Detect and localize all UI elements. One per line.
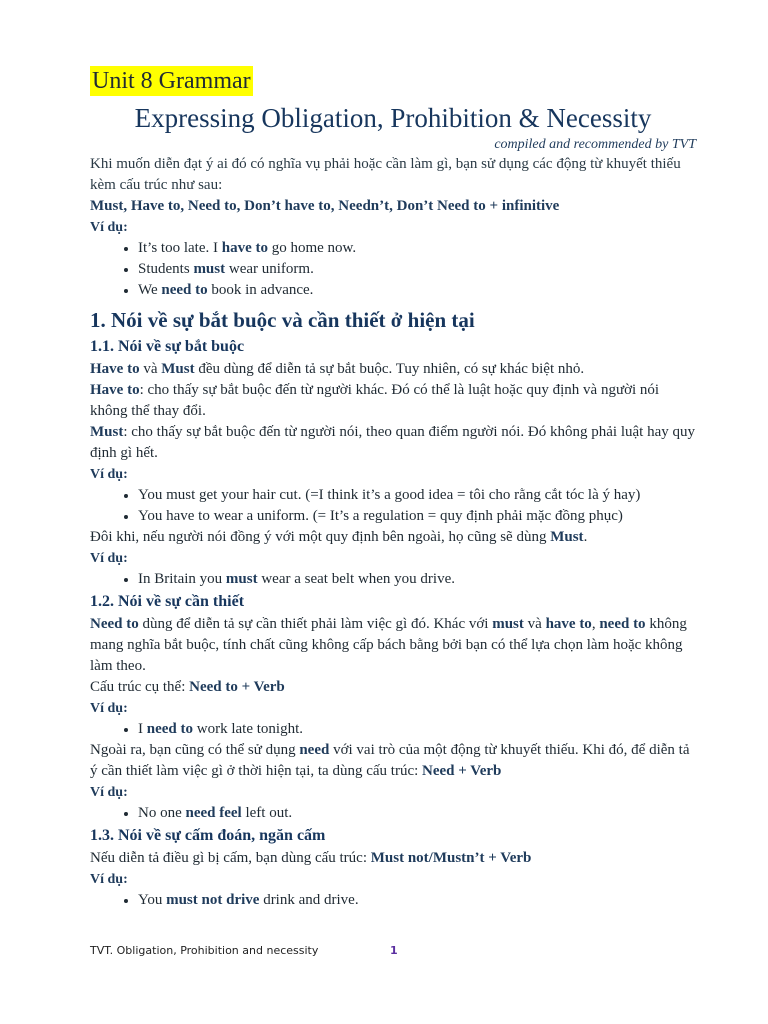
intro-text: Khi muốn diễn đạt ý ai đó có nghĩa vụ phải hoặc cần làm gì, bạn sử dụng các động từ khuyết thiếu kèm cấu trúc như sau:: [90, 156, 681, 193]
example-list: [90, 719, 696, 740]
example-label: Ví dụ:: [90, 701, 128, 716]
list-item: • No one need feel left out.: [138, 803, 696, 824]
document-title: Expressing Obligation, Prohibition & Necessity: [134, 103, 652, 133]
compiled-by: compiled and recommended by TVT: [494, 137, 696, 152]
paragraph: Nếu diễn tả điều gì bị cấm, bạn dùng cấu trúc: Must not/Mustn’t + Verb: [90, 850, 532, 866]
list-item: • You must not drive drink and drive.: [138, 890, 696, 911]
paragraph: Ngoài ra, bạn cũng có thể sử dụng need với vai trò của một động từ khuyết thiếu. Khi đó, để diễn tả ý cần thiết làm việc gì ở thời hiện tại, ta dùng cấu trúc: Need + Verb: [90, 742, 690, 779]
example-label: Ví dụ:: [90, 785, 128, 800]
footer-text: TVT. Obligation, Prohibition and necessity: [90, 944, 319, 957]
unit-heading: Unit 8 Grammar: [92, 68, 251, 94]
section-1-heading: 1. Nói về sự bắt buộc và cần thiết ở hiện tại: [90, 308, 475, 332]
document-page: [90, 66, 696, 911]
example-label: Ví dụ:: [90, 551, 128, 566]
list-item: • We need to book in advance.: [138, 280, 696, 301]
paragraph: Must: cho thấy sự bắt buộc đến từ người nói, theo quan điểm người nói. Đó không phải luật hay quy định gì hết.: [90, 424, 695, 461]
list-item: • In Britain you must wear a seat belt when you drive.: [138, 569, 696, 590]
list-item: • It’s too late. I have to go home now.: [138, 238, 696, 259]
intro-examples: [90, 238, 696, 301]
page-number: 1: [390, 944, 398, 957]
section-1-1-heading: 1.1. Nói về sự bắt buộc: [90, 338, 245, 355]
paragraph: Cấu trúc cụ thể: Need to + Verb: [90, 679, 285, 695]
paragraph: Have to và Must đều dùng để diễn tả sự bắt buộc. Tuy nhiên, có sự khác biệt nhỏ.: [90, 361, 585, 377]
paragraph: Đôi khi, nếu người nói đồng ý với một quy định bên ngoài, họ cũng sẽ dùng Must.: [90, 529, 588, 545]
example-list: [90, 569, 696, 590]
example-label: Ví dụ:: [90, 872, 128, 887]
list-item: • You have to wear a uniform. (= It’s a regulation = quy định phải mặc đồng phục): [138, 506, 696, 527]
page-footer: [90, 944, 696, 957]
example-list: [90, 890, 696, 911]
paragraph: Have to: cho thấy sự bắt buộc đến từ người khác. Đó có thể là luật hoặc quy định và người nói không thể thay đổi.: [90, 382, 660, 419]
list-item: • You must get your hair cut. (=I think it’s a good idea = tôi cho rằng cắt tóc là ý hay): [138, 485, 696, 506]
example-list: [90, 803, 696, 824]
section-1-3-heading: 1.3. Nói về sự cấm đoán, ngăn cấm: [90, 827, 326, 844]
intro-structures: Must, Have to, Need to, Don’t have to, Needn’t, Don’t Need to + infinitive: [90, 198, 560, 214]
example-label: Ví dụ:: [90, 467, 128, 482]
paragraph: Need to dùng để diễn tả sự cần thiết phải làm việc gì đó. Khác với must và have to, need to không mang nghĩa bắt buộc, tính chất cũng không cấp bách bằng bởi bạn có thể lựa chọn làm hoặc không làm theo.: [90, 616, 687, 674]
list-item: • Students must wear uniform.: [138, 259, 696, 280]
example-label: Ví dụ:: [90, 220, 128, 235]
example-list: [90, 485, 696, 527]
list-item: • I need to work late tonight.: [138, 719, 696, 740]
section-1-2-heading: 1.2. Nói về sự cần thiết: [90, 593, 245, 610]
